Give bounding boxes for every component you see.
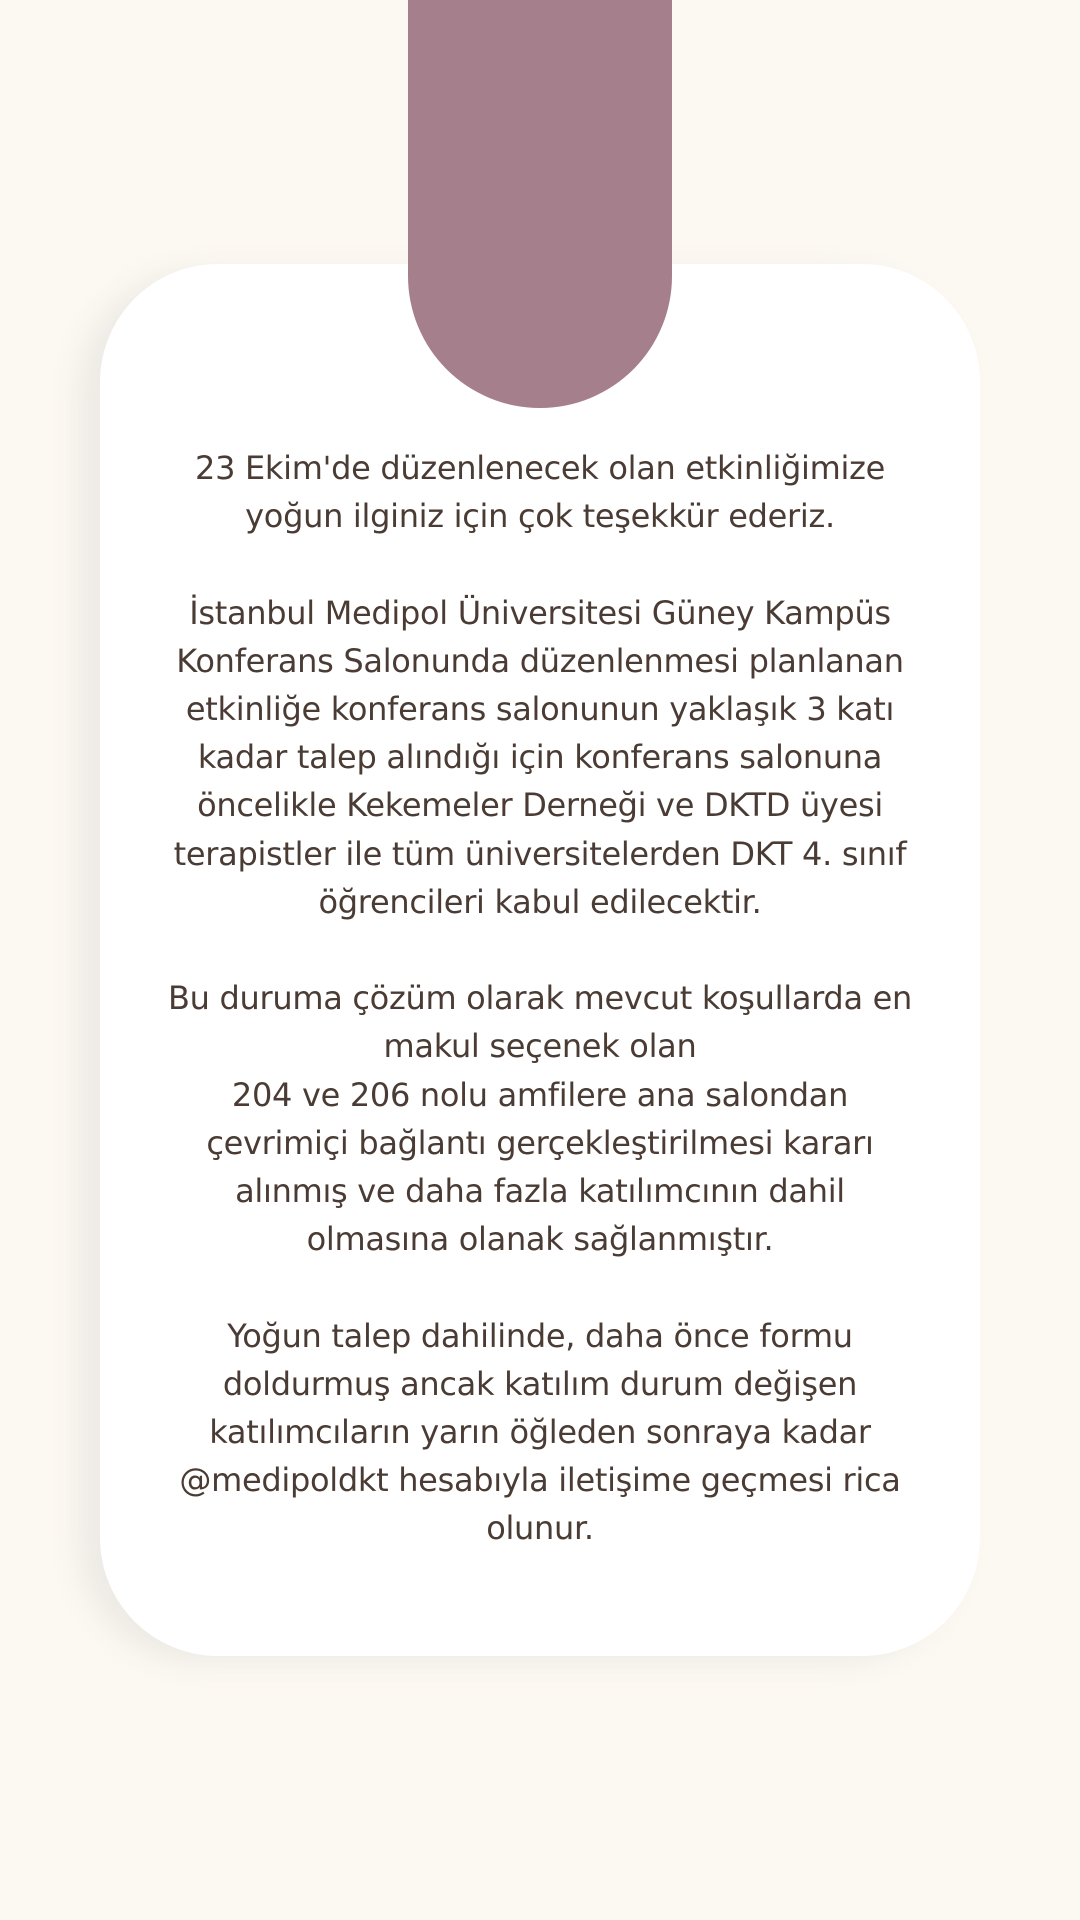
text-line: olunur.: [486, 1509, 594, 1548]
text-line: öğrencileri kabul edilecektir.: [318, 882, 762, 921]
paragraph-contact: [130, 1312, 950, 1553]
text-line: terapistler ile tüm üniversitelerden DKT 4. sınıf: [173, 834, 907, 873]
announcement-text: [130, 444, 950, 1553]
text-line: @medipoldkt hesabıyla iletişime geçmesi rica: [179, 1461, 901, 1500]
text-line: doldurmuş ancak katılım durum değişen: [222, 1364, 858, 1403]
text-line: Bu duruma çözüm olarak mevcut koşullarda en: [168, 979, 912, 1018]
text-line: 204 ve 206 nolu amfilere ana salondan: [231, 1075, 849, 1114]
text-line: çevrimiçi bağlantı gerçekleştirilmesi kararı: [206, 1123, 874, 1162]
text-line: öncelikle Kekemeler Derneği ve DKTD üyesi: [197, 786, 883, 825]
text-line: Yoğun talep dahilinde, daha önce formu: [227, 1316, 853, 1355]
paragraph-venue: [130, 589, 950, 926]
text-line: olmasına olanak sağlanmıştır.: [306, 1220, 774, 1259]
paragraph-thanks: [130, 444, 950, 540]
text-line: makul seçenek olan: [383, 1027, 697, 1066]
text-line: kadar talep alındığı için konferans salonuna: [197, 738, 883, 777]
paragraph-solution: [130, 974, 950, 1263]
text-line: yoğun ilginiz için çok teşekkür ederiz.: [245, 497, 835, 536]
text-line: 23 Ekim'de düzenlenecek olan etkinliğimize: [195, 449, 885, 487]
text-line: Konferans Salonunda düzenlenmesi planlanan: [176, 641, 904, 680]
text-line: katılımcıların yarın öğleden sonraya kadar: [209, 1413, 871, 1452]
text-line: etkinliğe konferans salonunun yaklaşık 3 katı: [185, 690, 895, 728]
text-line: İstanbul Medipol Üniversitesi Güney Kampüs: [189, 593, 891, 632]
text-line: alınmış ve daha fazla katılımcının dahil: [235, 1172, 845, 1211]
hanging-tab: [408, 0, 672, 408]
